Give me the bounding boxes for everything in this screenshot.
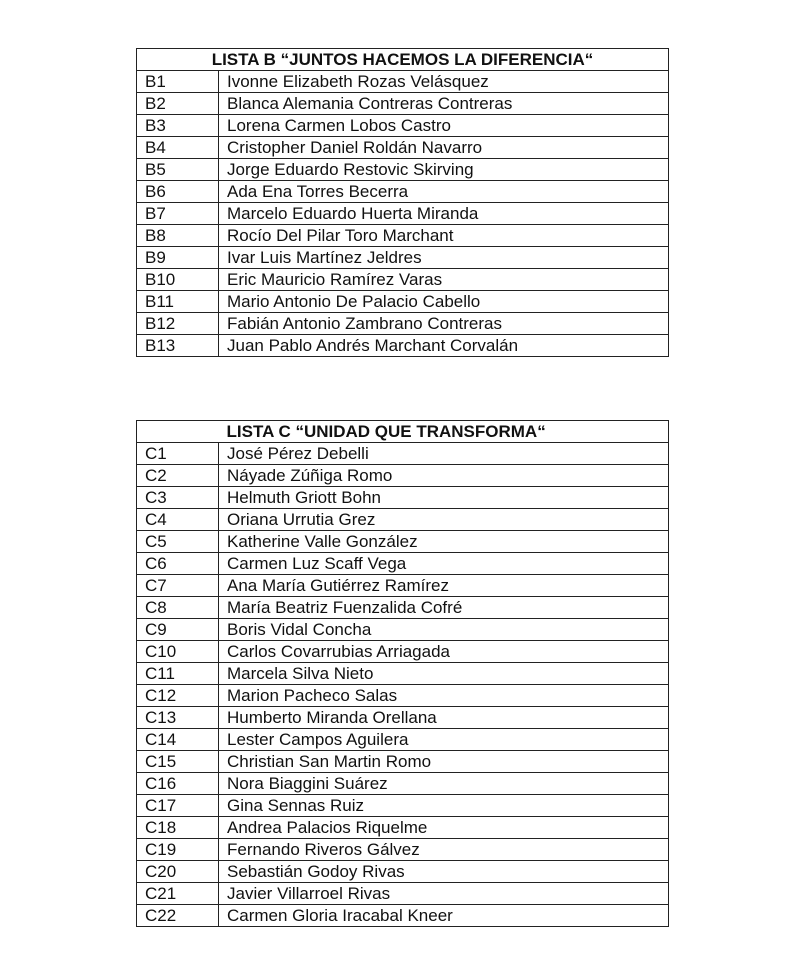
table-row bbox=[137, 751, 669, 773]
candidate-code: B3 bbox=[137, 115, 219, 137]
lista-c-body bbox=[137, 443, 669, 927]
table-row bbox=[137, 203, 669, 225]
candidate-name: Carmen Gloria Iracabal Kneer bbox=[219, 905, 669, 927]
candidate-code: B7 bbox=[137, 203, 219, 225]
candidate-code: B2 bbox=[137, 93, 219, 115]
table-row bbox=[137, 795, 669, 817]
candidate-name: Nora Biaggini Suárez bbox=[219, 773, 669, 795]
candidate-code: C12 bbox=[137, 685, 219, 707]
table-row bbox=[137, 509, 669, 531]
table-row bbox=[137, 663, 669, 685]
table-row bbox=[137, 619, 669, 641]
table-row bbox=[137, 861, 669, 883]
candidate-name: Marcelo Eduardo Huerta Miranda bbox=[219, 203, 669, 225]
table-row bbox=[137, 641, 669, 663]
table-row bbox=[137, 597, 669, 619]
table-row bbox=[137, 531, 669, 553]
candidate-name: Cristopher Daniel Roldán Navarro bbox=[219, 137, 669, 159]
table-row bbox=[137, 269, 669, 291]
candidate-code: C6 bbox=[137, 553, 219, 575]
table-row bbox=[137, 817, 669, 839]
lista-c-table bbox=[136, 420, 669, 927]
candidate-name: Juan Pablo Andrés Marchant Corvalán bbox=[219, 335, 669, 357]
candidate-name: Boris Vidal Concha bbox=[219, 619, 669, 641]
table-row bbox=[137, 291, 669, 313]
candidate-name: Eric Mauricio Ramírez Varas bbox=[219, 269, 669, 291]
candidate-name: Jorge Eduardo Restovic Skirving bbox=[219, 159, 669, 181]
candidate-name: Mario Antonio De Palacio Cabello bbox=[219, 291, 669, 313]
candidate-name: Carlos Covarrubias Arriagada bbox=[219, 641, 669, 663]
lista-c-header-row bbox=[137, 421, 669, 443]
candidate-code: C7 bbox=[137, 575, 219, 597]
candidate-name: Rocío Del Pilar Toro Marchant bbox=[219, 225, 669, 247]
candidate-code: C18 bbox=[137, 817, 219, 839]
candidate-name: Humberto Miranda Orellana bbox=[219, 707, 669, 729]
candidate-code: B12 bbox=[137, 313, 219, 335]
table-row bbox=[137, 71, 669, 93]
table-row bbox=[137, 335, 669, 357]
candidate-name: Marcela Silva Nieto bbox=[219, 663, 669, 685]
candidate-name: Marion Pacheco Salas bbox=[219, 685, 669, 707]
candidate-code: C22 bbox=[137, 905, 219, 927]
candidate-name: Fernando Riveros Gálvez bbox=[219, 839, 669, 861]
lista-c-title: LISTA C “UNIDAD QUE TRANSFORMA“ bbox=[219, 421, 669, 443]
candidate-code: C4 bbox=[137, 509, 219, 531]
candidate-code: C15 bbox=[137, 751, 219, 773]
candidate-code: C9 bbox=[137, 619, 219, 641]
candidate-code: C17 bbox=[137, 795, 219, 817]
candidate-code: B9 bbox=[137, 247, 219, 269]
candidate-name: Lorena Carmen Lobos Castro bbox=[219, 115, 669, 137]
lista-b-body bbox=[137, 71, 669, 357]
candidate-name: Andrea Palacios Riquelme bbox=[219, 817, 669, 839]
table-row bbox=[137, 115, 669, 137]
candidate-code: C19 bbox=[137, 839, 219, 861]
candidate-code: B1 bbox=[137, 71, 219, 93]
candidate-code: C2 bbox=[137, 465, 219, 487]
candidate-code: C3 bbox=[137, 487, 219, 509]
candidate-name: Blanca Alemania Contreras Contreras bbox=[219, 93, 669, 115]
table-row bbox=[137, 93, 669, 115]
candidate-code: C14 bbox=[137, 729, 219, 751]
candidate-code: C10 bbox=[137, 641, 219, 663]
candidate-name: María Beatriz Fuenzalida Cofré bbox=[219, 597, 669, 619]
lista-b-table bbox=[136, 48, 669, 357]
candidate-code: B8 bbox=[137, 225, 219, 247]
candidate-code: C1 bbox=[137, 443, 219, 465]
table-row bbox=[137, 707, 669, 729]
table-row bbox=[137, 905, 669, 927]
candidate-name: Javier Villarroel Rivas bbox=[219, 883, 669, 905]
candidate-name: Oriana Urrutia Grez bbox=[219, 509, 669, 531]
candidate-name: Ana María Gutiérrez Ramírez bbox=[219, 575, 669, 597]
table-row bbox=[137, 839, 669, 861]
table-row bbox=[137, 465, 669, 487]
table-row bbox=[137, 553, 669, 575]
candidate-name: José Pérez Debelli bbox=[219, 443, 669, 465]
table-row bbox=[137, 181, 669, 203]
table-row bbox=[137, 729, 669, 751]
candidate-code: C11 bbox=[137, 663, 219, 685]
candidate-code: C13 bbox=[137, 707, 219, 729]
table-row bbox=[137, 313, 669, 335]
candidate-code: C21 bbox=[137, 883, 219, 905]
candidate-code: B5 bbox=[137, 159, 219, 181]
candidate-name: Katherine Valle González bbox=[219, 531, 669, 553]
table-row bbox=[137, 225, 669, 247]
candidate-name: Ada Ena Torres Becerra bbox=[219, 181, 669, 203]
lista-b-header-row bbox=[137, 49, 669, 71]
candidate-name: Náyade Zúñiga Romo bbox=[219, 465, 669, 487]
table-row bbox=[137, 685, 669, 707]
candidate-name: Ivar Luis Martínez Jeldres bbox=[219, 247, 669, 269]
candidate-code: B13 bbox=[137, 335, 219, 357]
candidate-code: C16 bbox=[137, 773, 219, 795]
lista-c-header-spacer bbox=[137, 421, 219, 443]
candidate-code: B10 bbox=[137, 269, 219, 291]
candidate-code: B6 bbox=[137, 181, 219, 203]
table-row bbox=[137, 159, 669, 181]
candidate-name: Gina Sennas Ruiz bbox=[219, 795, 669, 817]
candidate-code: B4 bbox=[137, 137, 219, 159]
candidate-name: Lester Campos Aguilera bbox=[219, 729, 669, 751]
candidate-name: Helmuth Griott Bohn bbox=[219, 487, 669, 509]
table-row bbox=[137, 487, 669, 509]
candidate-name: Sebastián Godoy Rivas bbox=[219, 861, 669, 883]
candidate-name: Fabián Antonio Zambrano Contreras bbox=[219, 313, 669, 335]
candidate-code: C20 bbox=[137, 861, 219, 883]
table-row bbox=[137, 247, 669, 269]
table-row bbox=[137, 883, 669, 905]
candidate-name: Christian San Martin Romo bbox=[219, 751, 669, 773]
candidate-code: C8 bbox=[137, 597, 219, 619]
candidate-name: Carmen Luz Scaff Vega bbox=[219, 553, 669, 575]
table-row bbox=[137, 575, 669, 597]
table-row bbox=[137, 137, 669, 159]
candidate-code: B11 bbox=[137, 291, 219, 313]
lista-b-title: LISTA B “JUNTOS HACEMOS LA DIFERENCIA“ bbox=[137, 49, 669, 71]
candidate-code: C5 bbox=[137, 531, 219, 553]
table-row bbox=[137, 773, 669, 795]
candidate-name: Ivonne Elizabeth Rozas Velásquez bbox=[219, 71, 669, 93]
table-row bbox=[137, 443, 669, 465]
